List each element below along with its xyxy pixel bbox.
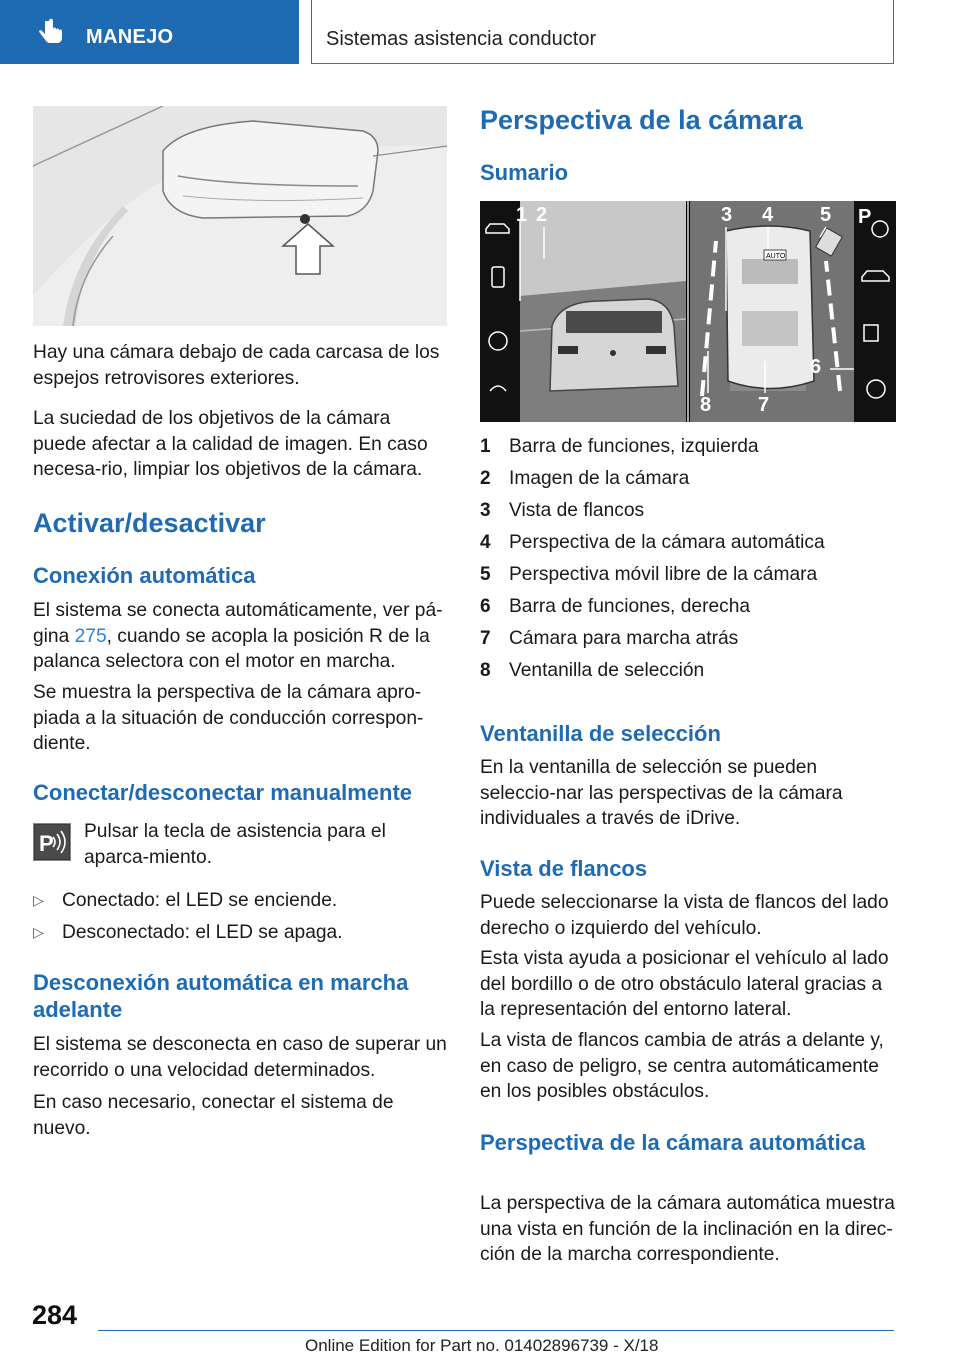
callout-6: 6 bbox=[810, 356, 822, 378]
heading-auto-perspective: Perspectiva de la cámara automática bbox=[480, 1130, 866, 1155]
heading-summary: Sumario bbox=[480, 160, 569, 185]
paragraph-camera-location: Hay una cámara debajo de cada carcasa de los espejos retrovisores exteriores. bbox=[33, 342, 440, 389]
page-link-275[interactable]: 275 bbox=[74, 625, 107, 647]
paragraph-manual-connect: Pulsar la tecla de asistencia para el aparca-miento. bbox=[84, 821, 386, 868]
paragraph-flank-view-3: La vista de flancos cambia de atrás a delante y, en caso de peligro, se centra automáticamente en los posibles obstáculos. bbox=[480, 1030, 884, 1102]
heading-auto-connect: Conexión automática bbox=[33, 563, 256, 588]
heading-camera-perspective: Perspectiva de la cámara bbox=[480, 105, 803, 135]
paragraph-auto-disconnect: El sistema se desconecta en caso de superar un recorrido o una velocidad determinados. bbox=[33, 1034, 447, 1081]
footer-edition: Online Edition for Part no. 01402896739 - X/18 bbox=[305, 1336, 659, 1355]
footer-divider bbox=[98, 1330, 894, 1331]
callout-1: 1 bbox=[516, 204, 528, 226]
mirror-camera-illustration bbox=[33, 106, 447, 326]
paragraph-selection-window: En la ventanilla de selección se pueden seleccio-nar las perspectivas de la cámara individuales a través de iDrive. bbox=[480, 757, 843, 829]
park-assist-button-icon bbox=[33, 823, 71, 861]
legend-list: 1 Barra de funciones, izquierda 2 Imagen de la cámara 3 Vista de flancos 4 Perspectiva de la cámara automática 5 Perspectiva móvil libre de la cámara 6 Barra de funciones, derecha 7 Cámara para marcha atrás 8 Ventanilla de selección bbox=[480, 436, 825, 681]
paragraph-auto-perspective: La perspectiva de la cámara automática muestra una vista en función de la inclinación en la direc-ción de la marcha correspondiente. bbox=[480, 1193, 895, 1265]
bullet-marker: ▷ bbox=[33, 924, 44, 940]
camera-display-image bbox=[480, 201, 896, 422]
callout-3: 3 bbox=[721, 204, 733, 226]
paragraph-flank-view-2: Esta vista ayuda a posicionar el vehículo al lado del bordillo o de otro obstáculo lateral gracias a la representación del entorno lateral. bbox=[480, 948, 889, 1020]
paragraph-perspective: Se muestra la perspectiva de la cámara apro-piada a la situación de conducción correspon-diente. bbox=[33, 682, 424, 754]
svg-text:P: P bbox=[39, 831, 54, 856]
paragraph-reconnect: En caso necesario, conectar el sistema de nuevo. bbox=[33, 1092, 394, 1139]
heading-activate: Activar/desactivar bbox=[33, 508, 266, 538]
callout-4: 4 bbox=[762, 204, 774, 226]
paragraph-dirt-warning: La suciedad de los objetivos de la cámara puede afectar a la calidad de imagen. En caso necesa-rio, limpiar los objetivos de la cámara. bbox=[33, 408, 428, 480]
heading-manual-connect: Conectar/desconectar manualmente bbox=[33, 780, 413, 805]
callout-2: 2 bbox=[536, 204, 548, 226]
callout-8: 8 bbox=[700, 394, 712, 416]
bullet-marker: ▷ bbox=[33, 892, 44, 908]
svg-text:P: P bbox=[858, 206, 872, 228]
heading-auto-disconnect: Desconexión automática en marcha adelante bbox=[33, 970, 409, 1022]
paragraph-auto-connect: El sistema se conecta automáticamente, ver pá-gina 275, cuando se acopla la posición R de la palanca selectora con el motor en marcha. bbox=[33, 600, 443, 672]
hand-pointer-icon bbox=[36, 18, 66, 48]
heading-flank-view: Vista de flancos bbox=[480, 856, 648, 881]
paragraph-flank-view-1: Puede seleccionarse la vista de flancos del lado derecho o izquierdo del vehículo. bbox=[480, 892, 889, 939]
section-tab-label: MANEJO bbox=[86, 26, 174, 48]
callout-5: 5 bbox=[820, 204, 832, 226]
heading-selection-window: Ventanilla de selección bbox=[480, 721, 721, 746]
page-number: 284 bbox=[32, 1300, 78, 1330]
breadcrumb bbox=[311, 0, 894, 64]
callout-7: 7 bbox=[758, 394, 770, 416]
auto-badge: AUTO bbox=[766, 253, 786, 260]
bullet-connected: Conectado: el LED se enciende. bbox=[62, 890, 338, 911]
section-tab[interactable] bbox=[0, 0, 299, 64]
bullet-disconnected: Desconectado: el LED se apaga. bbox=[62, 922, 343, 943]
breadcrumb-text: Sistemas asistencia conductor bbox=[326, 28, 597, 50]
